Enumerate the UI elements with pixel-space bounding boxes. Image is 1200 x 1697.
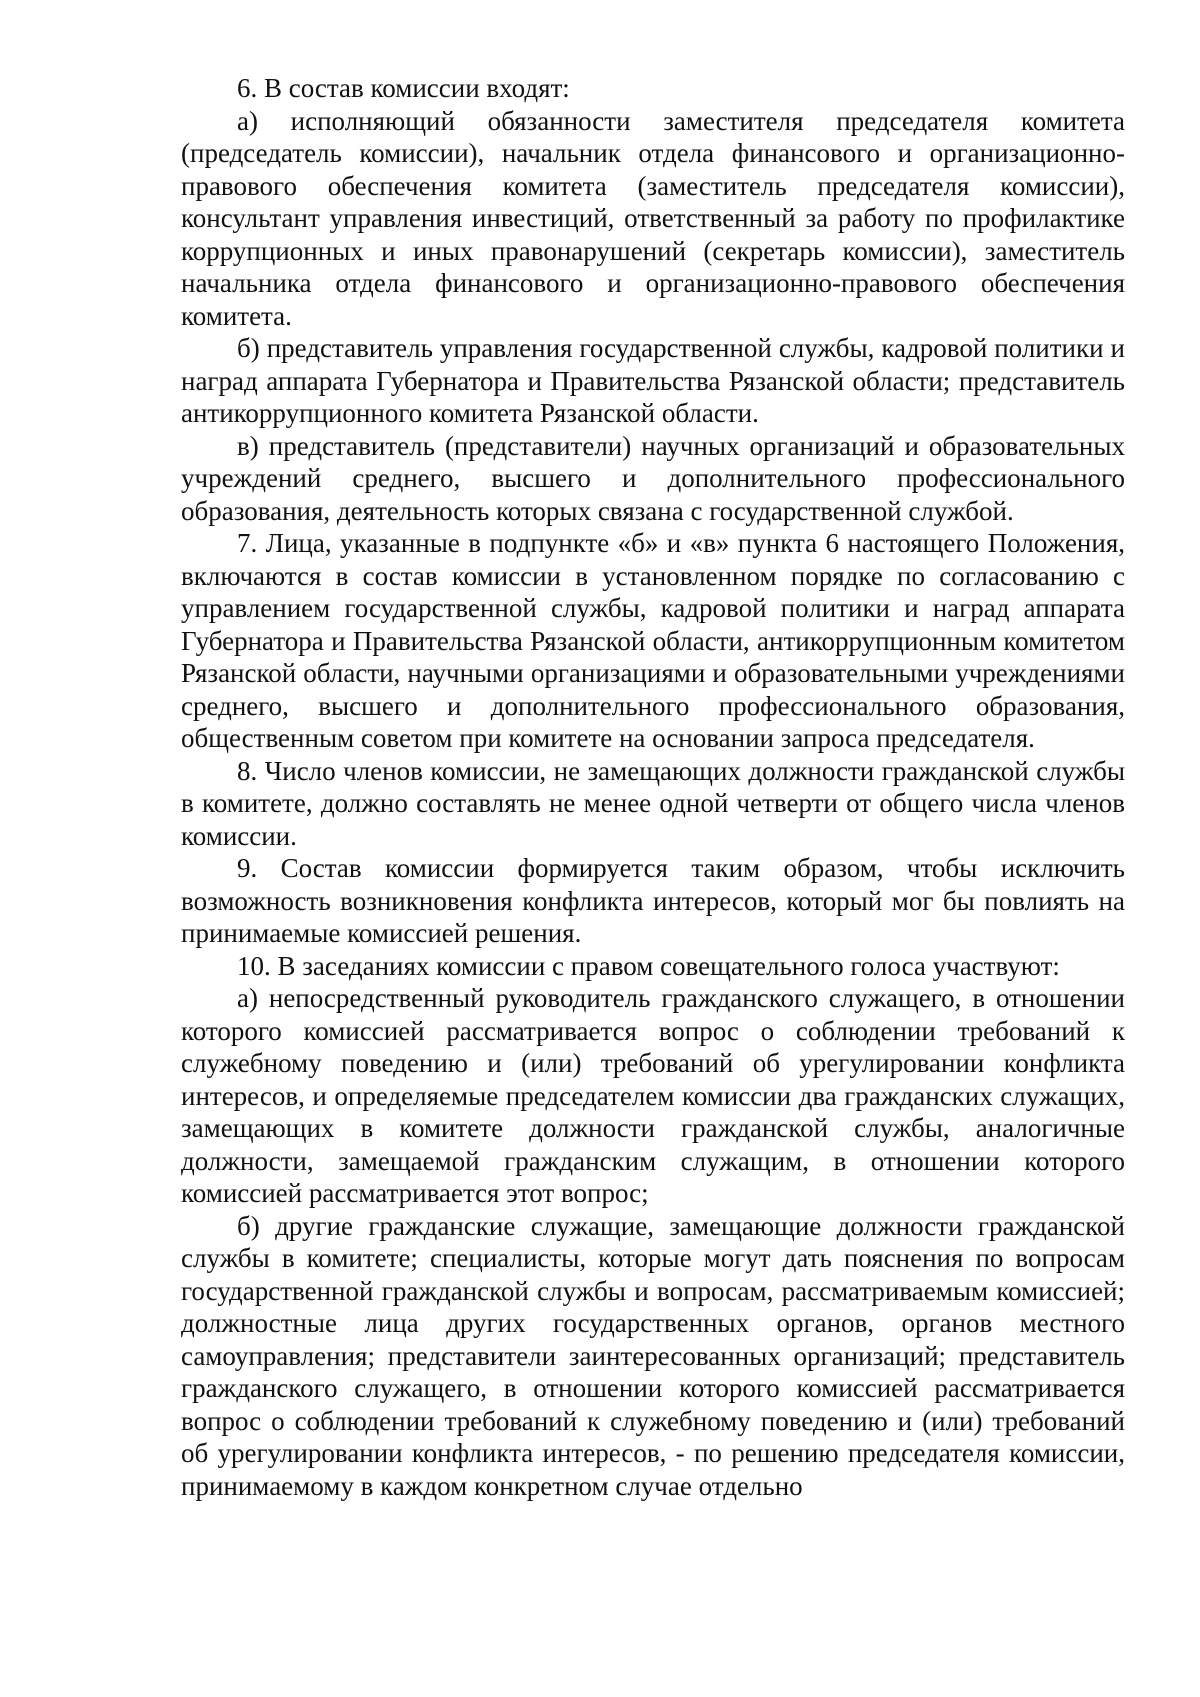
paragraph-6v: в) представитель (представители) научных организаций и образовательных учреждений среднего, высшего и дополнительного профессионального образования, деятельность которых связана с государственной службой.	[181, 430, 1125, 526]
paragraph-8: 8. Число членов комиссии, не замещающих должности гражданской службы в комитете, должно составлять не менее одной четверти от общего числа членов комиссии.	[181, 755, 1125, 851]
paragraph-10b: б) другие гражданские служащие, замещающие должности гражданской службы в комитете; специалисты, которые могут дать пояснения по вопросам государственной гражданской службы и вопросам, рассматриваемым комиссией; должностные лица других государственных органов, органов местного самоуправления; представители заинтересованных организаций; представитель гражданского служащего, в отношении которого комиссией рассматривается вопрос о соблюдении требований к служебному поведению и (или) требований об урегулировании конфликта интересов, - по решению председателя комиссии, принимаемому в каждом конкретном случае отдельно	[181, 1210, 1125, 1501]
document-body	[181, 72, 1125, 1502]
paragraph-6-heading: 6. В состав комиссии входят:	[237, 73, 570, 103]
paragraph-7: 7. Лица, указанные в подпункте «б» и «в» пункта 6 настоящего Положения, включаются в состав комиссии в установленном порядке по согласованию с управлением государственной службы, кадровой политики и наград аппарата Губернатора и Правительства Рязанской области, антикоррупционным комитетом Рязанской области, научными организациями и образовательными учреждениями среднего, высшего и дополнительного профессионального образования, общественным советом при комитете на основании запроса председателя.	[181, 528, 1125, 753]
paragraph-6b: б) представитель управления государственной службы, кадровой политики и наград аппарата Губернатора и Правительства Рязанской области; представитель антикоррупционного комитета Рязанской области.	[181, 333, 1125, 428]
paragraph-10a: а) непосредственный руководитель гражданского служащего, в отношении которого комиссией рассматривается вопрос о соблюдении требований к служебному поведению и (или) требований об урегулировании конфликта интересов, и определяемые председателем комиссии два гражданских служащих, замещающих в комитете должности гражданской службы, аналогичные должности, замещаемой гражданским служащим, в отношении которого комиссией рассматривается этот вопрос;	[181, 983, 1125, 1208]
paragraph-6a: а) исполняющий обязанности заместителя председателя комитета (председатель комиссии), начальник отдела финансового и организационно-правового обеспечения комитета (заместитель председателя комиссии), консультант управления инвестиций, ответственный за работу по профилактике коррупционных и иных правонарушений (секретарь комиссии), заместитель начальника отдела финансового и организационно-правового обеспечения комитета.	[181, 105, 1125, 331]
paragraph-10-heading: 10. В заседаниях комиссии с правом совещательного голоса участвуют:	[237, 950, 1060, 981]
paragraph-9: 9. Состав комиссии формируется таким образом, чтобы исключить возможность возникновения конфликта интересов, который мог бы повлиять на принимаемые комиссией решения.	[181, 853, 1125, 948]
